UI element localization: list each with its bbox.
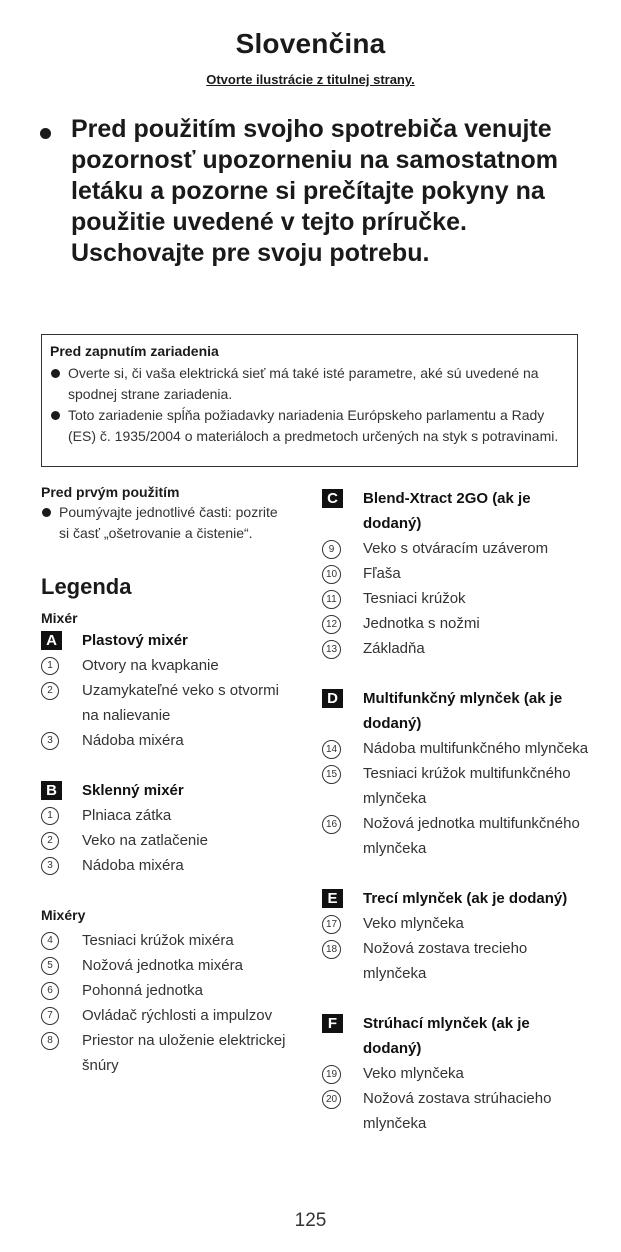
number-badge: 15: [322, 765, 341, 784]
legend-item-text: Priestor na uloženie elektrickej šnúry: [82, 1032, 286, 1074]
legend-item: [322, 536, 592, 561]
legend-item: [322, 1061, 592, 1086]
legend-item-text: Nádoba mixéra: [82, 857, 184, 874]
group-heading: [322, 686, 592, 736]
legend-item-text: Nožová jednotka multifunkčného mlynčeka: [363, 815, 580, 857]
notice-box: [41, 334, 578, 467]
legend-item: [322, 611, 592, 636]
legend-group-a: [41, 628, 291, 753]
legend-item-text: Pohonná jednotka: [82, 982, 203, 999]
intro-text: Pred použitím svojho spotrebiča venujte pozornosť upozorneniu na samostatnom letáku a pozorne si prečítajte pokyny na použitie uvedené v tejto príručke. Uschovajte pre svoju potrebu.: [71, 115, 558, 267]
legend-item-text: Tesniaci krúžok: [363, 590, 466, 607]
number-badge: 4: [41, 932, 59, 950]
legend-item: [322, 936, 592, 986]
legend-group-d: [322, 686, 592, 861]
legend-item: [322, 761, 592, 811]
notice-bullet: Toto zariadenie spĺňa požiadavky nariadenia Európskeho parlamentu a Rady (ES) č. 1935/2004 o materiáloch a predmetoch určených na styk s potravinami.: [50, 405, 569, 447]
first-use-bullet: Poumývajte jednotlivé časti: pozrite si časť „ošetrovanie a čistenie“.: [41, 502, 291, 544]
left-column: [41, 482, 291, 1078]
legend-item: [322, 636, 592, 661]
legend-item: [322, 561, 592, 586]
group-heading: [41, 778, 291, 803]
legend-item-text: Jednotka s nožmi: [363, 615, 480, 632]
group-heading: [41, 628, 291, 653]
number-badge: 11: [322, 590, 341, 609]
first-use-title: Pred prvým použitím: [41, 484, 180, 500]
legend-group-mixers: [41, 928, 291, 1078]
legend-item: [41, 928, 291, 953]
legend-item-text: Základňa: [363, 640, 425, 657]
right-column: [322, 486, 592, 1161]
number-badge: 2: [41, 832, 59, 850]
number-badge: 14: [322, 740, 341, 759]
page-subtitle: Otvorte ilustrácie z titulnej strany.: [206, 72, 415, 87]
letter-badge: A: [41, 631, 62, 650]
number-badge: 13: [322, 640, 341, 659]
letter-badge: C: [322, 489, 343, 508]
number-badge: 9: [322, 540, 341, 559]
number-badge: 20: [322, 1090, 341, 1109]
legend-item-text: Veko s otváracím uzáverom: [363, 540, 549, 557]
legend-item: [322, 911, 592, 936]
legend-item-text: Otvory na kvapkanie: [82, 657, 219, 674]
letter-badge: D: [322, 689, 343, 708]
legend-item-text: Veko na zatlačenie: [82, 832, 208, 849]
legend-item-text: Fľaša: [363, 565, 401, 582]
legend-item-text: Veko mlynčeka: [363, 915, 464, 932]
legend-item-text: Uzamykateľné veko s otvormi na nalievanie: [82, 682, 279, 724]
legend-item-text: Tesniaci krúžok mixéra: [82, 932, 234, 949]
legend-item: [322, 736, 592, 761]
legend-item: [41, 978, 291, 1003]
legend-item-text: Veko mlynčeka: [363, 1065, 464, 1082]
legend-item-text: Plniaca zátka: [82, 807, 172, 824]
page-number: 125: [294, 1210, 327, 1231]
group-heading: [322, 1011, 592, 1061]
legend-item: [41, 828, 291, 853]
legend-item: [41, 728, 291, 753]
group-heading: [322, 486, 592, 536]
intro-warning: [40, 114, 600, 269]
legend-group-b: [41, 778, 291, 878]
number-badge: 1: [41, 657, 59, 675]
legend-item-text: Nožová zostava trecieho mlynčeka: [363, 940, 528, 982]
bullet-icon: [40, 128, 51, 139]
legend-item: [41, 1003, 291, 1028]
number-badge: 6: [41, 982, 59, 1000]
legend-item-text: Nádoba mixéra: [82, 732, 184, 749]
number-badge: 16: [322, 815, 341, 834]
legend-item-text: Nádoba multifunkčného mlynčeka: [363, 740, 589, 757]
legend-item-text: Nožová jednotka mixéra: [82, 957, 243, 974]
legend-title: Legenda: [41, 574, 132, 599]
legend-item: [41, 1028, 291, 1078]
legend-item: [41, 953, 291, 978]
number-badge: 19: [322, 1065, 341, 1084]
number-badge: 7: [41, 1007, 59, 1025]
notice-bullet: Overte si, či vaša elektrická sieť má také isté parametre, aké sú uvedené na spodnej strane zariadenia.: [50, 363, 569, 405]
group-name: Plastový mixér: [82, 632, 188, 649]
legend-group-f: [322, 1011, 592, 1136]
legend-item: [41, 803, 291, 828]
page-title: Slovenčina: [235, 28, 386, 59]
mixers-heading: Mixéry: [41, 907, 86, 923]
letter-badge: B: [41, 781, 62, 800]
group-name: Strúhací mlynček (ak je dodaný): [363, 1015, 530, 1057]
mixer-heading: Mixér: [41, 610, 78, 626]
number-badge: 18: [322, 940, 341, 959]
legend-item: [41, 653, 291, 678]
number-badge: 5: [41, 957, 59, 975]
legend-item: [41, 853, 291, 878]
group-name: Blend-Xtract 2GO (ak je dodaný): [363, 490, 531, 532]
legend-item-text: Ovládač rýchlosti a impulzov: [82, 1007, 273, 1024]
group-heading: [322, 886, 592, 911]
legend-item: [41, 678, 291, 728]
number-badge: 2: [41, 682, 59, 700]
group-name: Sklenný mixér: [82, 782, 184, 799]
number-badge: 1: [41, 807, 59, 825]
legend-item-text: Tesniaci krúžok multifunkčného mlynčeka: [363, 765, 571, 807]
group-name: Trecí mlynček (ak je dodaný): [363, 890, 568, 907]
notice-title: Pred zapnutím zariadenia: [50, 343, 219, 359]
number-badge: 3: [41, 732, 59, 750]
number-badge: 12: [322, 615, 341, 634]
number-badge: 17: [322, 915, 341, 934]
number-badge: 8: [41, 1032, 59, 1050]
letter-badge: E: [322, 889, 343, 908]
legend-item: [322, 1086, 592, 1136]
legend-item: [322, 811, 592, 861]
group-name: Multifunkčný mlynček (ak je dodaný): [363, 690, 563, 732]
legend-group-c: [322, 486, 592, 661]
legend-item: [322, 586, 592, 611]
number-badge: 10: [322, 565, 341, 584]
number-badge: 3: [41, 857, 59, 875]
letter-badge: F: [322, 1014, 343, 1033]
legend-group-e: [322, 886, 592, 986]
legend-item-text: Nožová zostava strúhacieho mlynčeka: [363, 1090, 552, 1132]
